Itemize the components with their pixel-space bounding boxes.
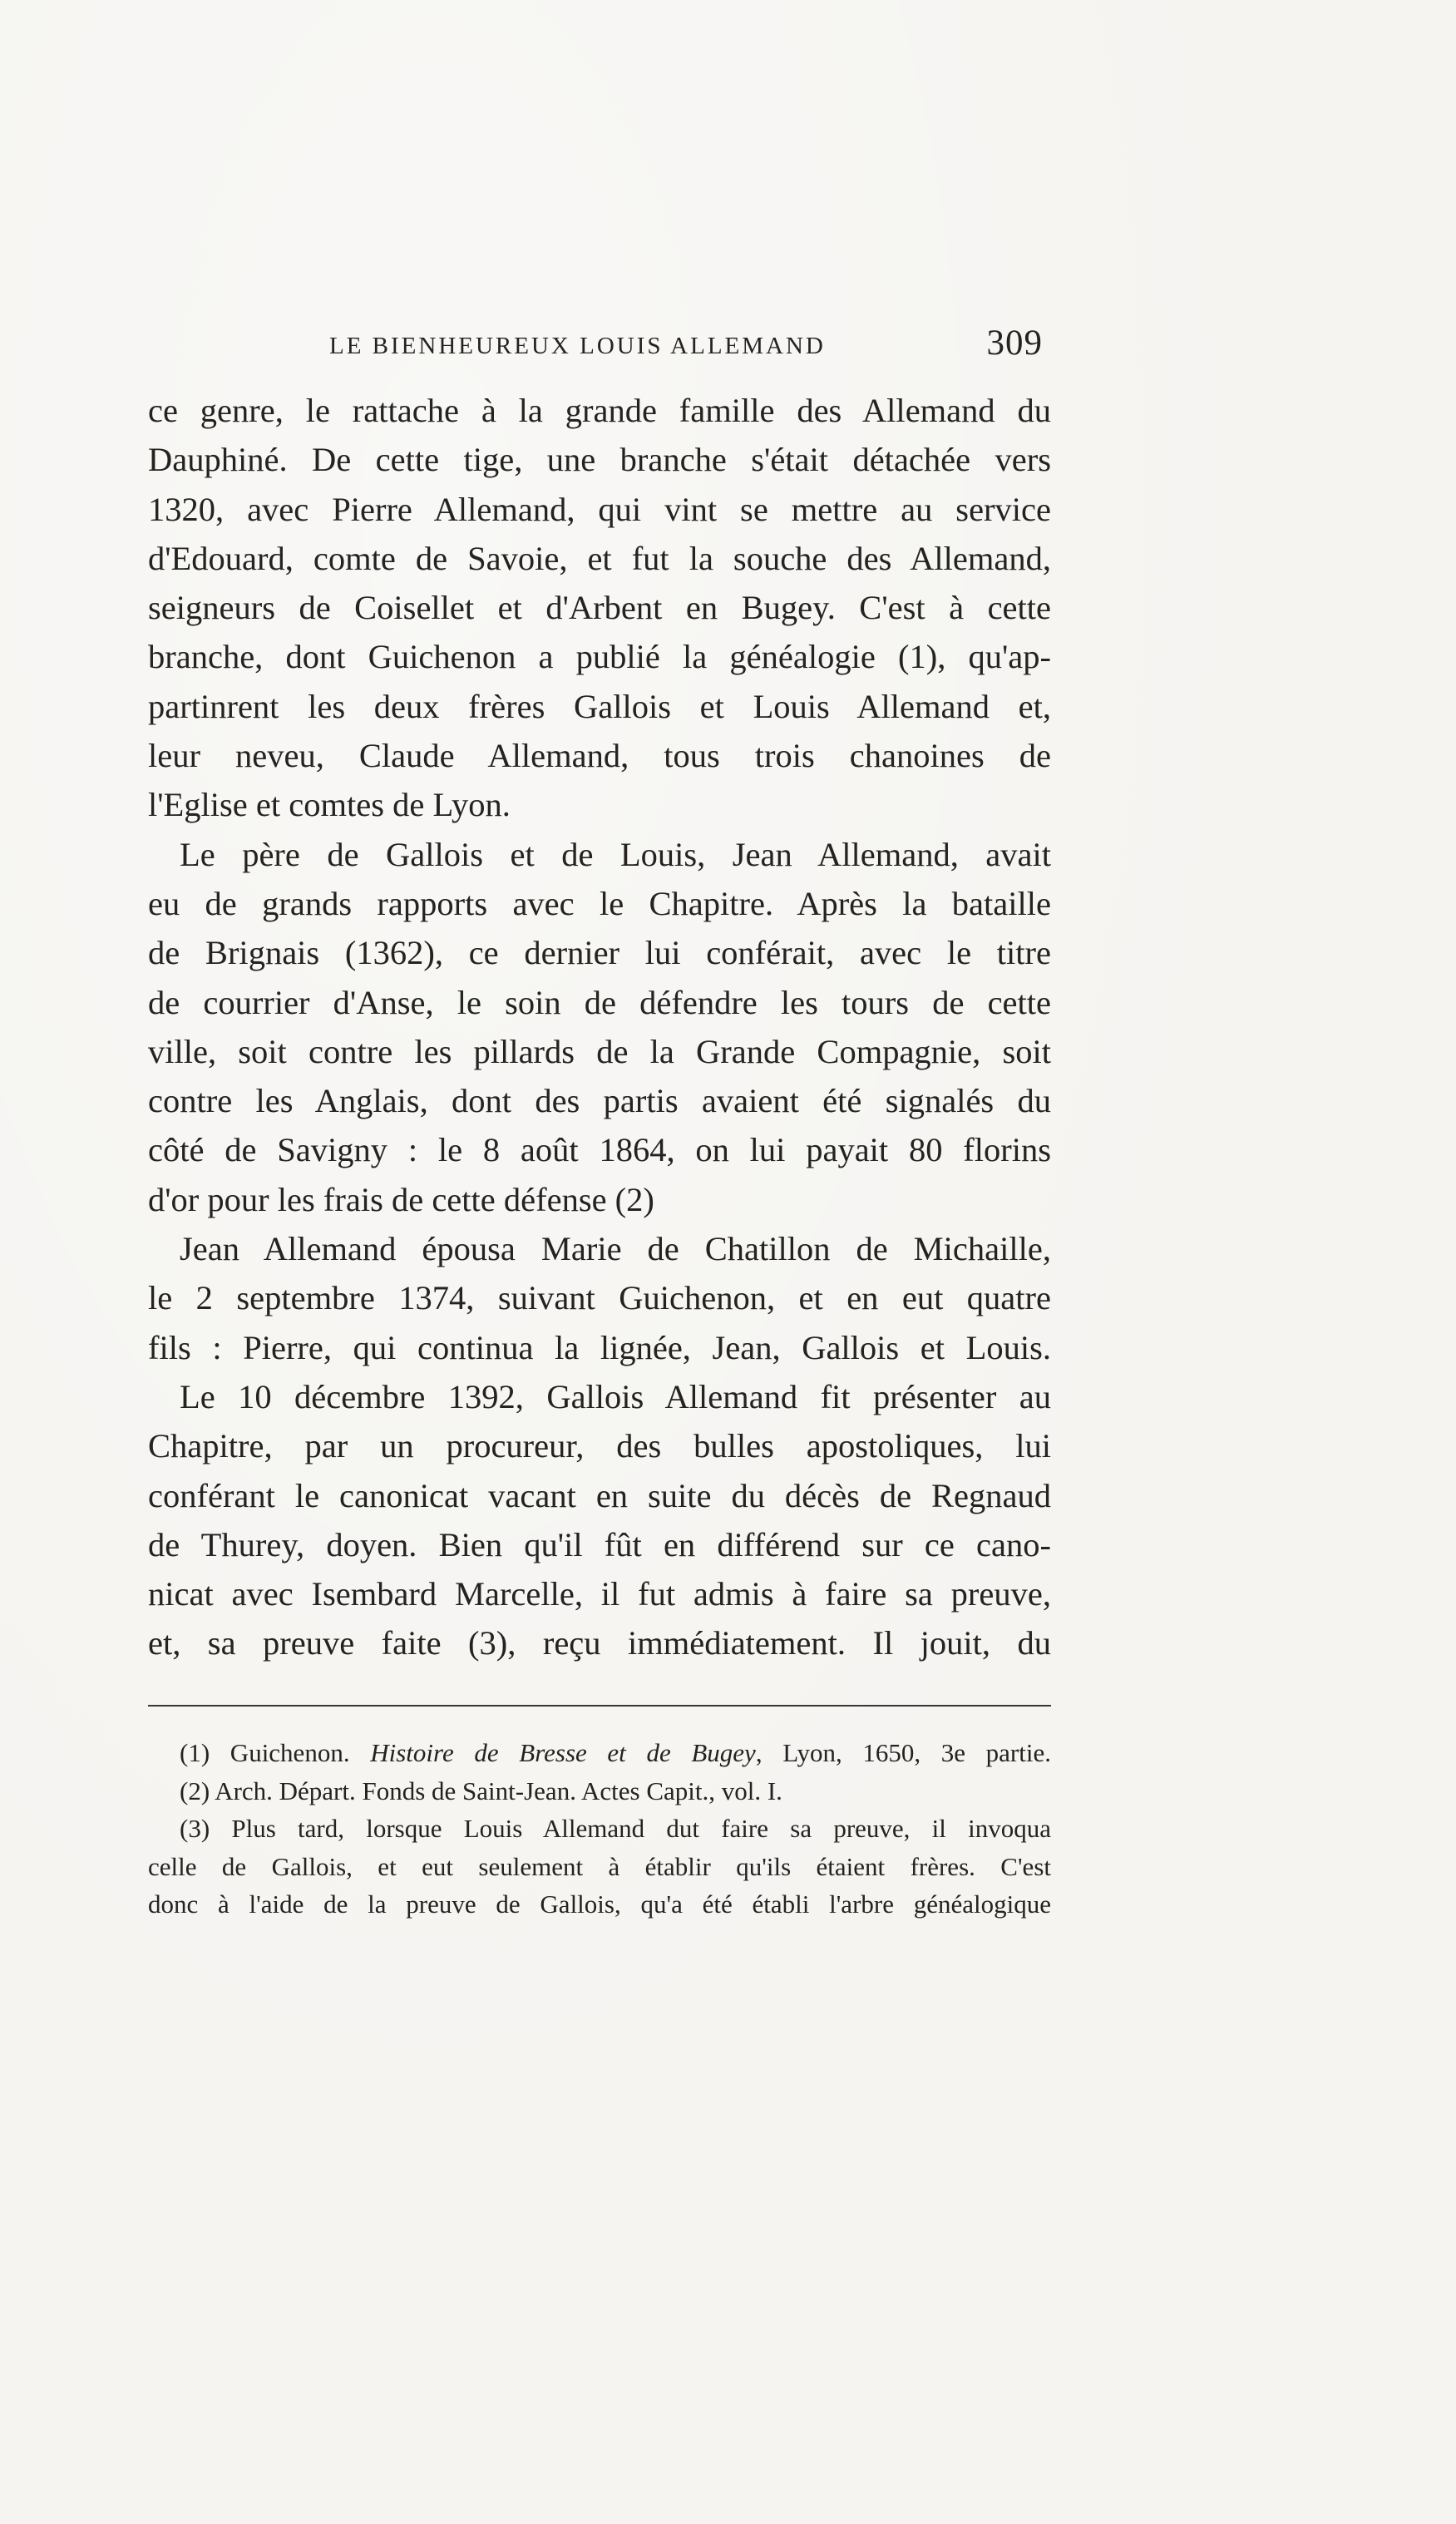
page-number: 309 [986, 324, 1043, 363]
body-line: ville, soit contre les pillards de la Grande Compagnie, soit [148, 1032, 1051, 1070]
body-line: d'or pour les frais de cette défense (2) [148, 1180, 654, 1218]
running-header [148, 321, 1051, 371]
body-line: Dauphiné. De cette tige, une branche s'était détachée vers [148, 441, 1051, 479]
footnote-3-line: donc à l'aide de la preuve de Gallois, qu'a été établi l'arbre généalogique [148, 1889, 1051, 1919]
footnote-1-title: Histoire de Bresse et de Bugey [370, 1738, 756, 1767]
footnote-1-ref: (1) Guichenon. [180, 1738, 371, 1767]
footnote-3-line: (3) Plus tard, lorsque Louis Allemand dut faire sa preuve, il invoqua [180, 1814, 1051, 1843]
footnote-separator [148, 1705, 1051, 1707]
body-line: côté de Savigny : le 8 août 1864, on lui payait 80 florins [148, 1131, 1051, 1169]
body-text [148, 386, 1051, 1668]
footnote-1-rest: , Lyon, 1650, 3e partie. [755, 1738, 1051, 1767]
body-line: branche, dont Guichenon a publié la généalogie (1), qu'ap- [148, 638, 1051, 676]
footnote-3-line: celle de Gallois, et eut seulement à établir qu'ils étaient frères. C'est [148, 1851, 1051, 1881]
body-line: de courrier d'Anse, le soin de défendre les tours de cette [148, 983, 1051, 1021]
body-line: partinrent les deux frères Gallois et Louis Allemand et, [148, 687, 1051, 725]
body-line: nicat avec Isembard Marcelle, il fut admis à faire sa preuve, [148, 1575, 1051, 1613]
body-line: le 2 septembre 1374, suivant Guichenon, et en eut quatre [148, 1279, 1051, 1317]
footnotes [148, 1734, 1051, 1924]
body-line: Chapitre, par un procureur, des bulles apostoliques, lui [148, 1427, 1051, 1465]
body-line: de Thurey, doyen. Bien qu'il fût en différend sur ce cano- [148, 1525, 1051, 1563]
running-title: LE BIENHEUREUX LOUIS ALLEMAND [329, 333, 826, 359]
body-line: contre les Anglais, dont des partis avaient été signalés du [148, 1082, 1051, 1120]
body-line: ce genre, le rattache à la grande famille des Allemand du [148, 392, 1051, 429]
body-line: eu de grands rapports avec le Chapitre. Après la bataille [148, 884, 1051, 922]
body-line: leur neveu, Claude Allemand, tous trois chanoines de [148, 737, 1051, 775]
body-line: et, sa preuve faite (3), reçu immédiatement. Il jouit, du [148, 1624, 1051, 1662]
body-line: Le père de Gallois et de Louis, Jean Allemand, avait [180, 835, 1051, 873]
body-line: fils : Pierre, qui continua la lignée, Jean, Gallois et Louis. [148, 1328, 1051, 1366]
body-line: Jean Allemand épousa Marie de Chatillon de Michaille, [180, 1230, 1051, 1268]
body-line: seigneurs de Coisellet et d'Arbent en Bugey. C'est à cette [148, 589, 1051, 627]
body-line: l'Eglise et comtes de Lyon. [148, 786, 511, 824]
body-line: Le 10 décembre 1392, Gallois Allemand fit présenter au [180, 1377, 1051, 1415]
body-line: conférant le canonicat vacant en suite du décès de Regnaud [148, 1476, 1051, 1514]
footnote-2: (2) Arch. Départ. Fonds de Saint-Jean. Actes Capit., vol. I. [180, 1776, 782, 1805]
footnote-1 [148, 1734, 1051, 1772]
body-line: de Brignais (1362), ce dernier lui conférait, avec le titre [148, 934, 1051, 972]
body-line: d'Edouard, comte de Savoie, et fut la souche des Allemand, [148, 539, 1051, 577]
body-line: 1320, avec Pierre Allemand, qui vint se mettre au service [148, 490, 1051, 528]
